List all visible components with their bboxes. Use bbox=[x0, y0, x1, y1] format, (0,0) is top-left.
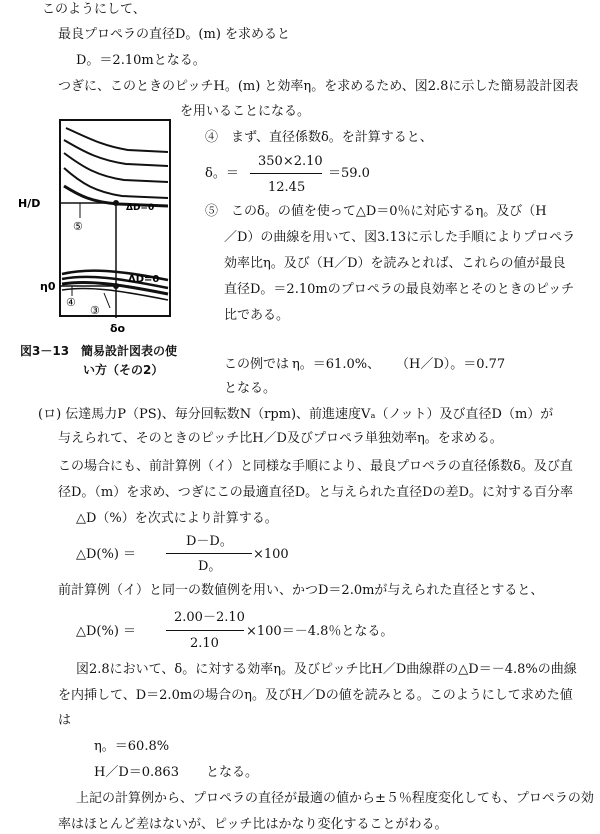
text-line: 与えられて、そのときのピッチ比H／D及びプロペラ単独効率η。を求める。 bbox=[58, 431, 503, 446]
delta-axis-label: δo bbox=[110, 322, 126, 335]
marker-4: ④ bbox=[66, 296, 76, 309]
text-line: 効率比η。及び（H／D）を読みとれば、これらの値が最良 bbox=[224, 256, 566, 271]
hd-final-value: H／D＝0.863 bbox=[94, 765, 179, 780]
figure-caption: い方（その2） bbox=[83, 363, 164, 377]
text-line: この場合にも、前計算例（イ）と同様な手順により、最良プロペラの直径係数δ。及び直 bbox=[58, 459, 573, 474]
text-line: となる。 bbox=[224, 381, 277, 396]
eta-final-value: η。＝60.8% bbox=[94, 739, 170, 754]
formula-2-rhs: ×100＝－4.8％となる。 bbox=[246, 624, 394, 639]
fraction-bar bbox=[166, 553, 252, 554]
text-line: 前計算例（イ）と同一の数値例を用い、かつD＝2.0mが与えられた直径とすると、 bbox=[58, 583, 544, 598]
text-line: 最良プロペラの直径D。(m) を求めると bbox=[58, 27, 291, 42]
hd-intersection-dot bbox=[113, 200, 119, 206]
delta-formula-denominator: 12.45 bbox=[268, 180, 306, 195]
figure-caption: 図3－13 簡易設計図表の使 bbox=[20, 344, 178, 358]
text-line: 径D。（m）を求め、つぎにこの最適直径D。と与えられた直径Dの差D。に対する百分率 bbox=[58, 485, 573, 500]
text-line: 率はほとんど差はないが、ピッチ比はかなり変化することがわる。 bbox=[58, 817, 448, 832]
text-line: つぎに、このときのピッチH。(m) と効率η。を求めるため、図2.8に示した簡易設計図表 bbox=[58, 79, 579, 94]
hd-curve bbox=[64, 140, 168, 166]
formula-1-numerator: D－D。 bbox=[186, 534, 233, 549]
text-line: この例では bbox=[224, 357, 290, 372]
fraction-bar bbox=[250, 173, 322, 174]
text-line: D。＝2.10mとなる。 bbox=[76, 53, 206, 68]
marker-5: ⑤ bbox=[73, 220, 83, 233]
ad0-bottom-label: ΔD=0 bbox=[128, 274, 160, 285]
formula-2-denominator: 2.10 bbox=[190, 636, 219, 651]
text-line: 直径D。＝2.10mのプロペラの最良効率とそのときのピッチ bbox=[224, 282, 575, 297]
design-chart-figure bbox=[18, 118, 178, 338]
hd-value: （H／D）。＝0.77 bbox=[396, 357, 506, 372]
text-line: となる。 bbox=[206, 765, 259, 780]
formula-2-numerator: 2.00－2.10 bbox=[174, 610, 245, 625]
fraction-bar bbox=[166, 630, 244, 631]
formula-2-lhs: △D(%) ＝ bbox=[76, 624, 137, 639]
text-line: 上記の計算例から、プロペラの直径が最適の値から±５％程度変化しても、プロペラの効 bbox=[76, 791, 594, 806]
eta-intersection-dot bbox=[113, 283, 119, 289]
hd-axis-label: H/D bbox=[18, 197, 41, 210]
text-line: ⑤ このδ。の値を使って△D＝0％に対応するη。及び（H bbox=[205, 204, 547, 219]
text-line: (ロ) 伝達馬力P（PS)、毎分回転数N（rpm)、前進速度Vₐ（ノット）及び直径D（m）が bbox=[38, 407, 554, 422]
formula-1-lhs: △D(%) ＝ bbox=[76, 547, 137, 562]
text-line: は bbox=[58, 713, 72, 728]
text-line: を内挿して、D＝2.0mの場合のη。及びH／Dの値を読みとる。このようにして求めた値 bbox=[58, 688, 573, 703]
text-line: 比である。 bbox=[224, 308, 290, 323]
eta-value: η。＝61.0%、 bbox=[292, 357, 381, 372]
ad0-top-label: ΔD=0 bbox=[126, 203, 155, 213]
text-line: このようにして、 bbox=[42, 2, 146, 17]
text-line: 図2.8において、δ。に対する効率η。及びピッチ比H／D曲線群の△D＝－4.8%の曲線 bbox=[76, 662, 577, 677]
delta-formula-numerator: 350×2.10 bbox=[258, 154, 323, 169]
marker-3-line bbox=[104, 293, 110, 308]
delta-formula-result: ＝59.0 bbox=[328, 166, 370, 181]
text-line: を用いることになる。 bbox=[180, 104, 311, 119]
marker-3: ③ bbox=[90, 304, 100, 317]
formula-1-denominator: D。 bbox=[198, 559, 222, 574]
hd-curve bbox=[64, 153, 168, 182]
step-4-text: ④ まず、直径係数δ。を計算すると、 bbox=[205, 130, 433, 145]
text-line: ／D）の曲線を用いて、図3.13に示した手順によりプロペラ bbox=[224, 230, 576, 245]
text-line: △D（%）を次式により計算する。 bbox=[76, 511, 278, 526]
delta-formula-lhs: δ。＝ bbox=[205, 166, 239, 181]
formula-1-rhs: ×100 bbox=[253, 547, 289, 562]
eta-axis-label: η0 bbox=[40, 280, 56, 293]
hd-curve bbox=[66, 128, 168, 152]
